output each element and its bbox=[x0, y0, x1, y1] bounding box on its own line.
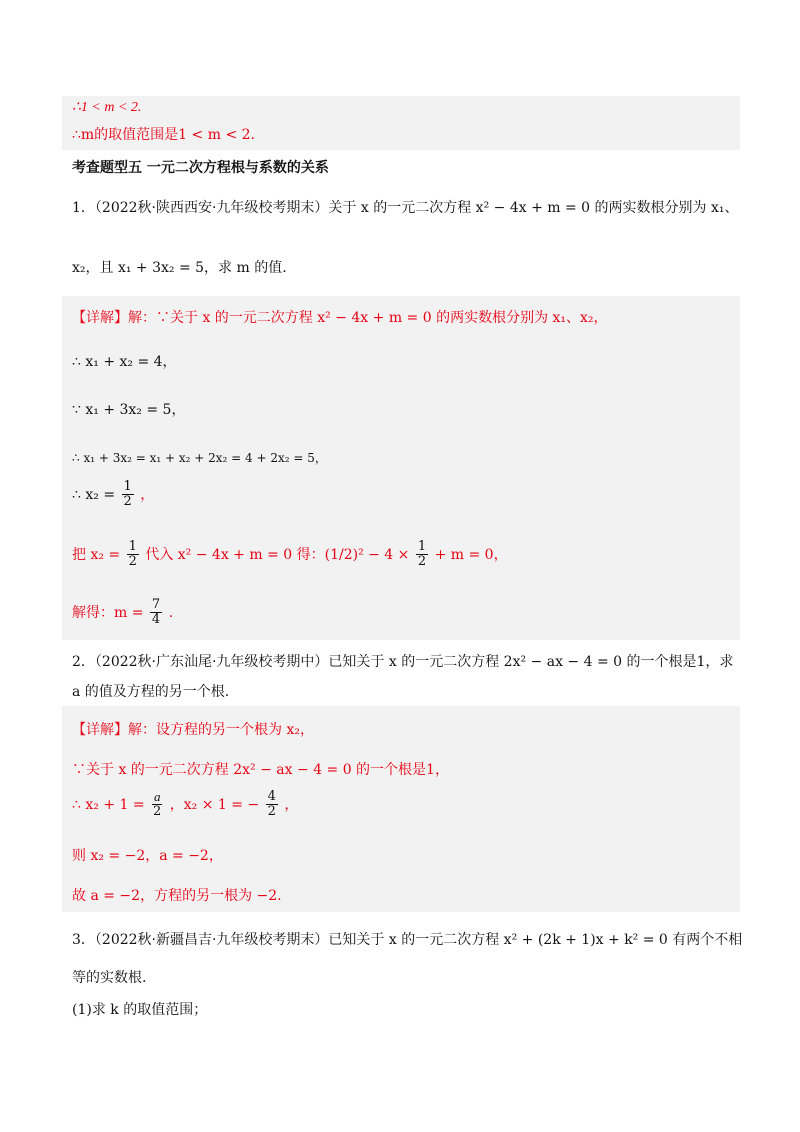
answer-2-line-4: 则 x₂ = −2，a = −2， bbox=[72, 848, 223, 864]
answer-1-line-4: ∴ x₁ + 3x₂ = x₁ + x₂ + 2x₂ = 4 + 2x₂ = 5， bbox=[72, 451, 327, 465]
answer-2-line-5: 故 a = −2，方程的另一根为 −2. bbox=[72, 888, 282, 904]
answer-1-line-5-post: ， bbox=[140, 486, 155, 503]
answer-1-line-7 bbox=[72, 598, 173, 628]
answer-1-line-5 bbox=[72, 480, 154, 510]
conclusion-range-line: ∴m的取值范围是1 < m < 2. bbox=[72, 127, 255, 143]
answer-1-line-5-pre: ∴ x₂ = bbox=[72, 486, 116, 503]
answer-1-sum-eq: ∴ x₁ + x₂ = 4， bbox=[72, 354, 177, 370]
answer-2-line-3-mid: ，x₂ × 1 = − bbox=[169, 796, 260, 813]
answer-1-line-6 bbox=[72, 540, 508, 570]
question-1-line-2: x₂，且 x₁ + 3x₂ = 5，求 m 的值. bbox=[72, 260, 287, 276]
answer-2-line-3-post: ， bbox=[284, 796, 299, 813]
answer-1-line-6-mid: 代入 x² − 4x + m = 0 得：(1/2)² − 4 × bbox=[145, 546, 410, 563]
fraction-one-half-2: $\frac{1}{2}$ bbox=[128, 539, 137, 570]
fraction-seven-fourths: $\frac{7}{4}$ bbox=[151, 597, 161, 628]
fraction-one-half-3: $\frac{1}{2}$ bbox=[417, 539, 427, 570]
answer-block-q1 bbox=[62, 296, 740, 640]
fraction-4-over-2: $\frac{4}{2}$ bbox=[267, 789, 276, 820]
answer-1-line-7-pre: 解得：m = bbox=[72, 604, 144, 621]
question-3-line-1: 3．（2022秋·新疆昌吉·九年级校考期末）已知关于 x 的一元二次方程 x² + (2k + 1)x + k² = 0 有两个不相 bbox=[72, 932, 743, 948]
question-1-line-1: 1．（2022秋·陕西西安·九年级校考期末）关于 x 的一元二次方程 x² − 4x + m = 0 的两实数根分别为 x₁、 bbox=[72, 200, 739, 216]
section-heading: 考查题型五 一元二次方程根与系数的关系 bbox=[72, 160, 329, 176]
answer-1-line-6-post: + m = 0， bbox=[434, 546, 508, 563]
conclusion-line: ∴1 < m < 2. bbox=[72, 100, 142, 115]
question-3-line-3: (1)求 k 的取值范围； bbox=[72, 1002, 208, 1018]
fraction-a-over-2: $\frac{a}{2}$ bbox=[153, 789, 162, 820]
answer-1-line-2 bbox=[72, 352, 177, 372]
answer-2-line-3-pre: ∴ x₂ + 1 = bbox=[72, 796, 145, 813]
question-2-line-1: 2．（2022秋·广东汕尾·九年级校考期中）已知关于 x 的一元二次方程 2x² − ax − 4 = 0 的一个根是1，求 bbox=[72, 654, 734, 670]
fraction-one-half: $\frac{1}{2}$ bbox=[123, 479, 132, 510]
question-2-line-2: a 的值及方程的另一个根. bbox=[72, 684, 230, 700]
answer-2-line-2: ∵关于 x 的一元二次方程 2x² − ax − 4 = 0 的一个根是1， bbox=[72, 762, 449, 778]
answer-1-line-1: 【详解】解：∵关于 x 的一元二次方程 x² − 4x + m = 0 的两实数根分别为 x₁、x₂， bbox=[72, 310, 608, 326]
answer-1-line-7-post: . bbox=[168, 604, 174, 621]
answer-1-line-3: ∵ x₁ + 3x₂ = 5， bbox=[72, 402, 186, 418]
answer-2-line-1: 【详解】解：设方程的另一个根为 x₂， bbox=[72, 722, 314, 738]
answer-2-line-3 bbox=[72, 790, 298, 820]
question-3-line-2: 等的实数根. bbox=[72, 970, 147, 986]
answer-1-line-6-pre: 把 x₂ = bbox=[72, 546, 121, 563]
